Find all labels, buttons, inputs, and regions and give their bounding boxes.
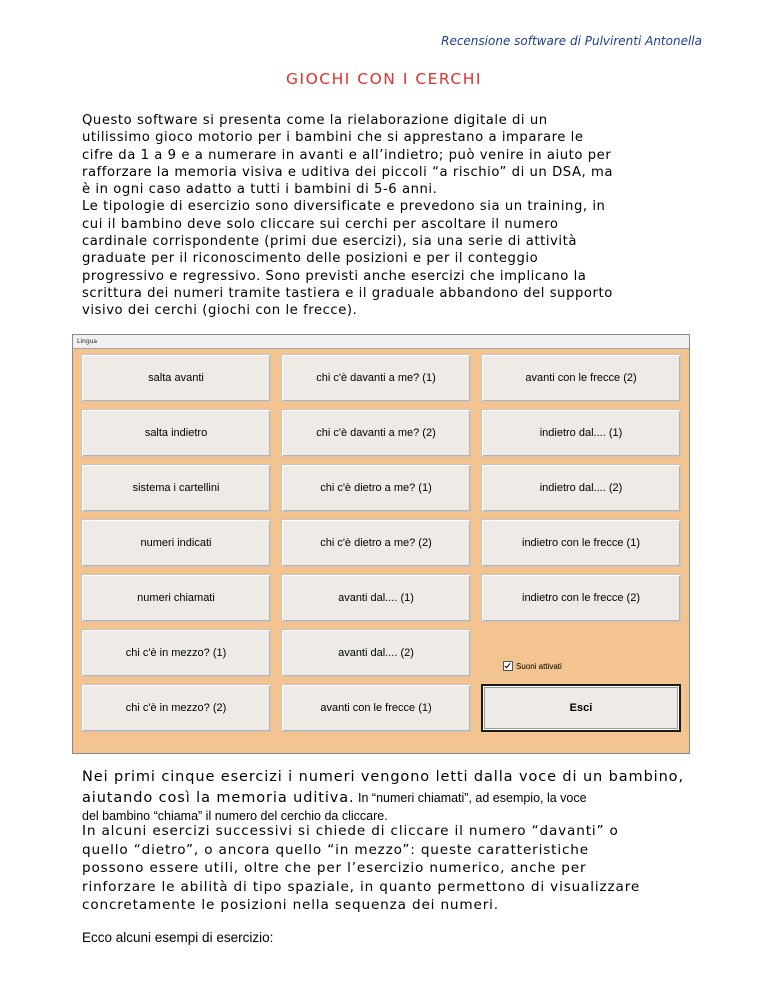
button-indietro-frecce-2[interactable]: indietro con le frecce (2) (481, 574, 681, 622)
intro-line: cifre da 1 a 9 e a numerare in avanti e all’indietro; può venire in aiuto per (82, 147, 612, 163)
software-screenshot (72, 334, 690, 754)
button-indietro-dal-1[interactable]: indietro dal.... (1) (481, 409, 681, 457)
header-note: Recensione software di Pulvirenti Antonella (441, 34, 702, 48)
button-avanti-dal-1[interactable]: avanti dal.... (1) (281, 574, 471, 622)
intro-line: cardinale corrispondente (primi due esercizi), sia una serie di attività (82, 234, 577, 250)
button-in-mezzo-1[interactable]: chi c'è in mezzo? (1) (81, 629, 271, 677)
position-line: possono essere utili, oltre che per l’esercizio numerico, anche per (82, 860, 587, 876)
button-avanti-frecce-1[interactable]: avanti con le frecce (1) (281, 684, 471, 732)
position-line: In alcuni esercizi successivi si chiede di cliccare il numero “davanti” o (82, 823, 619, 839)
intro-line: visivo dei cerchi (giochi con le frecce). (82, 303, 358, 319)
button-salta-avanti[interactable]: salta avanti (81, 354, 271, 402)
lead-line: Nei primi cinque esercizi i numeri vengono letti dalla voce di un bambino, (82, 769, 684, 785)
sound-toggle-label: Suoni attivati (516, 661, 562, 671)
intro-line: rafforzare la memoria visiva e uditiva dei piccoli “a rischio” di un DSA, ma (82, 164, 614, 180)
intro-line: cui il bambino deve solo cliccare sui cerchi per ascoltare il numero (82, 216, 559, 232)
button-davanti-1[interactable]: chi c'è davanti a me? (1) (281, 354, 471, 402)
position-line: concretamente le posizioni nella sequenza dei numeri. (82, 897, 499, 913)
button-dietro-1[interactable]: chi c'è dietro a me? (1) (281, 464, 471, 512)
button-dietro-2[interactable]: chi c'è dietro a me? (2) (281, 519, 471, 567)
menu-bar (73, 335, 689, 349)
button-avanti-dal-2[interactable]: avanti dal.... (2) (281, 629, 471, 677)
button-numeri-indicati[interactable]: numeri indicati (81, 519, 271, 567)
intro-line: Le tipologie di esercizio sono diversificate e prevedono sia un training, in (82, 199, 606, 215)
lead-line: aiutando così la memoria uditiva. (82, 790, 355, 806)
mixed-line (82, 787, 742, 808)
intro-line: utilissimo gioco motorio per i bambini che si apprestano a imparare le (82, 130, 584, 146)
closing-line: Ecco alcuni esempi di esercizio: (82, 930, 274, 945)
button-davanti-2[interactable]: chi c'è davanti a me? (2) (281, 409, 471, 457)
small-text: In “numeri chiamati”, ad esempio, la voce (354, 791, 587, 805)
small-line: del bambino “chiama” il numero del cerchio da cliccare. (82, 809, 388, 823)
sound-toggle[interactable] (503, 661, 562, 671)
button-avanti-frecce-2[interactable]: avanti con le frecce (2) (481, 354, 681, 402)
button-salta-indietro[interactable]: salta indietro (81, 409, 271, 457)
button-sistema-cartellini[interactable]: sistema i cartellini (81, 464, 271, 512)
intro-line: progressivo e regressivo. Sono previsti anche esercizi che implicano la (82, 268, 587, 284)
button-indietro-dal-2[interactable]: indietro dal.... (2) (481, 464, 681, 512)
position-line: rinforzare le abilità di tipo spaziale, in quanto permettono di visualizzare (82, 878, 641, 895)
button-numeri-chiamati[interactable]: numeri chiamati (81, 574, 271, 622)
position-paragraph (82, 822, 640, 915)
button-in-mezzo-2[interactable]: chi c'è in mezzo? (2) (81, 684, 271, 732)
exit-button[interactable]: Esci (481, 684, 681, 732)
audio-paragraph (82, 768, 742, 824)
position-line: quello “dietro”, o ancora quello “in mezzo”: queste caratteristiche (82, 841, 589, 858)
intro-line: Questo software si presenta come la rielaborazione digitale di un (82, 113, 548, 128)
menu-lingua[interactable]: Lingua (77, 338, 98, 345)
intro-line: è in ogni caso adatto a tutti i bambini di 5-6 anni. (82, 182, 438, 198)
checkbox-icon[interactable] (503, 661, 513, 671)
intro-paragraph (82, 112, 722, 320)
button-indietro-frecce-1[interactable]: indietro con le frecce (1) (481, 519, 681, 567)
intro-line: scrittura dei numeri tramite tastiera e il graduale abbandono del supporto (82, 285, 613, 301)
document-title: GIOCHI CON I CERCHI (286, 70, 482, 88)
intro-line: graduate per il riconoscimento delle posizioni e per il conteggio (82, 251, 539, 267)
